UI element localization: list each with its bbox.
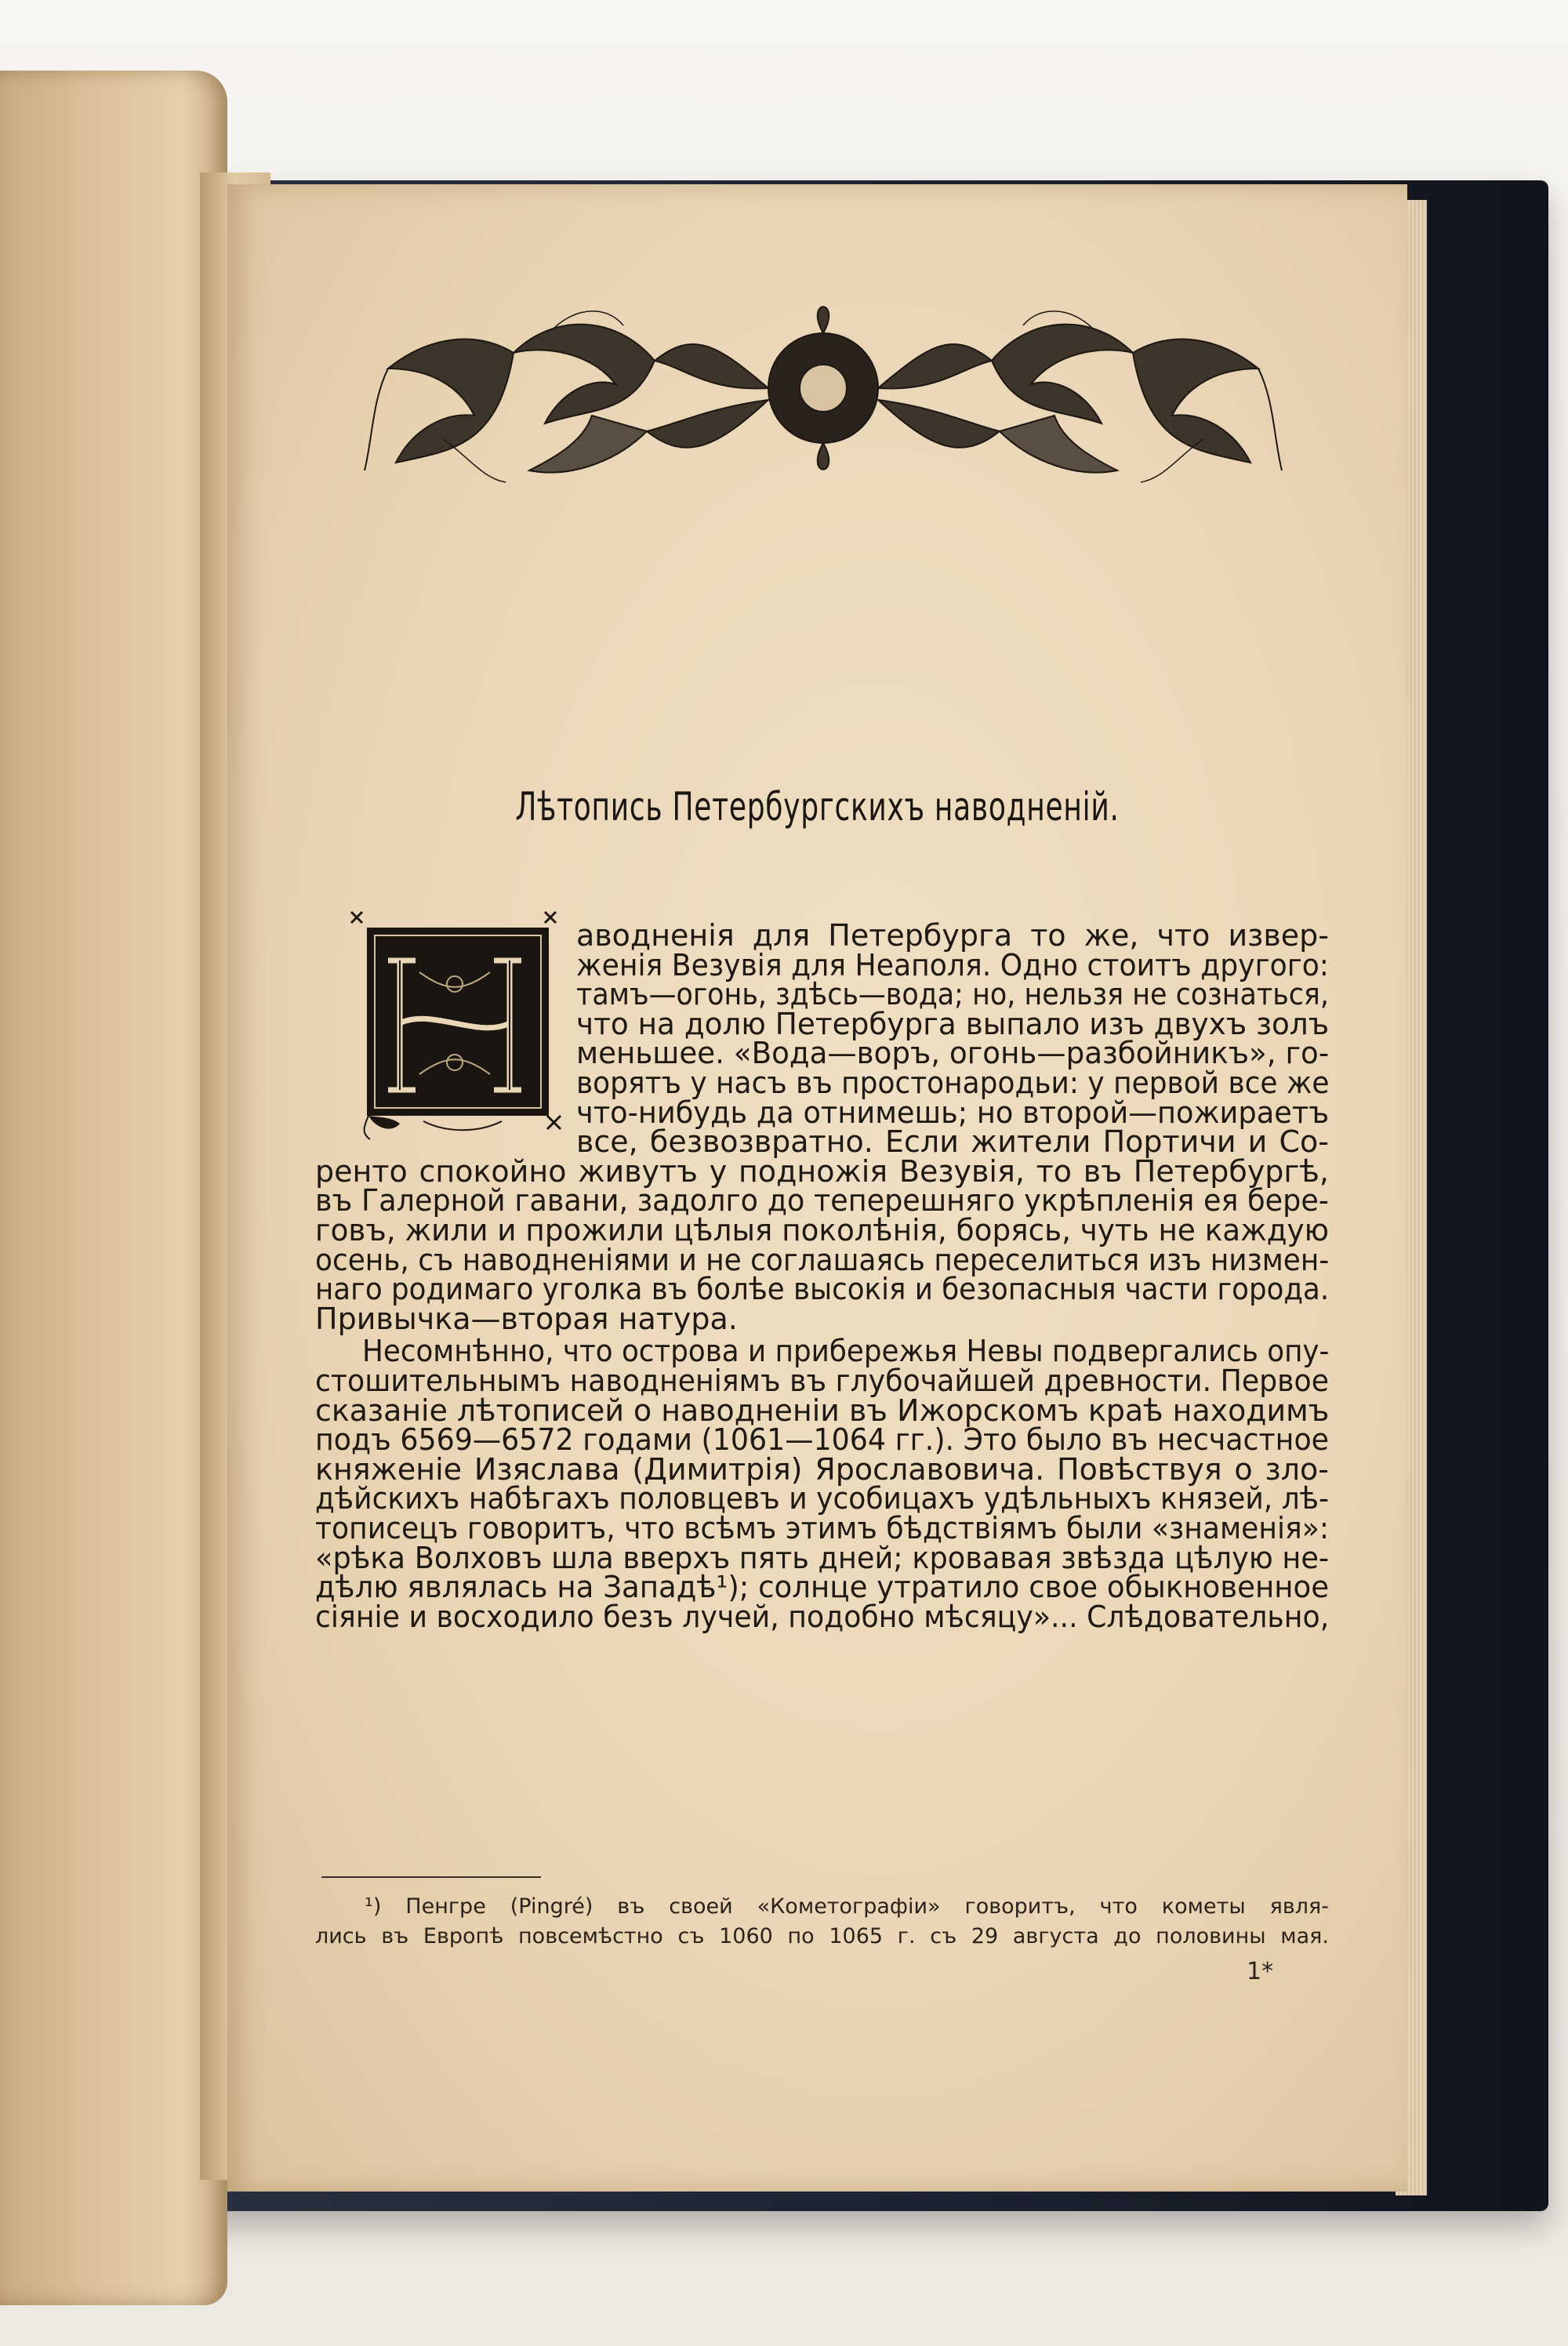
body-line: говъ, жили и прожили цѣлыя поколѣнія, борясь, чуть не каждую xyxy=(315,1213,1329,1247)
body-line: тописецъ говоритъ, что всѣмъ этимъ бѣдствіямъ были «знаменія»: xyxy=(315,1511,1329,1545)
body-line: осень, съ наводненіями и не соглашаясь переселиться изъ низмен- xyxy=(315,1242,1330,1277)
body-line: княженіе Изяслава (Димитрія) Ярославовича. Повѣствуя о зло- xyxy=(315,1451,1329,1487)
body-line: въ Галерной гавани, задолго до теперешняго укрѣпленія ея бере- xyxy=(315,1183,1329,1218)
body-line: дѣйскихъ набѣгахъ половцевъ и усобицахъ удѣльныхъ князей, лѣ- xyxy=(315,1481,1329,1516)
body-line: меньшее. «Вода—воръ, огонь—разбойникъ», го- xyxy=(576,1036,1330,1071)
ornamental-drop-cap xyxy=(345,906,568,1141)
body-line: Несомнѣнно, что острова и прибережья Невы подвергались опу- xyxy=(362,1334,1330,1369)
body-line: наго родимаго уголка въ болѣе высокія и безопасныя части города. xyxy=(315,1272,1330,1307)
body-line: аводненія для Петербурга то же, что извер- xyxy=(576,918,1329,953)
body-line: ворятъ у насъ въ простонародьи: у первой все же xyxy=(576,1066,1330,1100)
body-line: Привычка—вторая натура. xyxy=(315,1301,738,1336)
chapter-title: Лѣтопись Петербургскихъ наводненій. xyxy=(515,784,1120,830)
body-line: что на долю Петербурга выпало изъ двухъ золъ xyxy=(576,1006,1330,1041)
body-line: женія Везувія для Неаполя. Одно стоитъ другого: xyxy=(576,947,1329,982)
body-line: дѣлю являлась на Западѣ¹); солнце утратило свое обыкновенное xyxy=(315,1570,1330,1605)
body-line: ренто спокойно живутъ у подножія Везувія, то въ Петербургѣ, xyxy=(315,1153,1329,1189)
page-signature: 1* xyxy=(1247,1958,1274,1985)
body-line: все, безвозвратно. Если жители Портичи и Со- xyxy=(576,1124,1329,1160)
book-page xyxy=(227,184,1407,2192)
body-line: сіяніе и восходило безъ лучей, подобно мѣсяцу»... Слѣдовательно, xyxy=(315,1599,1330,1634)
footnote-line: лись въ Европѣ повсемѣстно съ 1060 по 1065 г. съ 29 августа до половины мая. xyxy=(315,1924,1329,1948)
body-line: стошительнымъ наводненіямъ въ глубочайшей древности. Первое xyxy=(315,1364,1329,1398)
body-line: подъ 6569—6572 годами (1061—1064 гг.). Это было въ несчастное xyxy=(315,1422,1330,1458)
floral-headpiece-ornament xyxy=(357,282,1290,494)
body-line: сказаніе лѣтописей о наводненіи въ Ижорскомъ краѣ находимъ xyxy=(315,1393,1330,1428)
footnote-rule xyxy=(321,1876,541,1878)
body-line: «рѣка Волховъ шла вверхъ пять дней; кровавая звѣзда цѣлую не- xyxy=(315,1540,1330,1575)
body-line: тамъ—огонь, здѣсь—вода; но, нельзя не сознаться, xyxy=(576,977,1329,1012)
left-page-curl xyxy=(0,71,227,2305)
footnote-line: ¹) Пенгре (Pingré) въ своей «Кометографіи» говоритъ, что кометы явля- xyxy=(365,1894,1329,1919)
body-line: что-нибудь да отнимешь; но второй—пожираетъ xyxy=(576,1095,1330,1130)
